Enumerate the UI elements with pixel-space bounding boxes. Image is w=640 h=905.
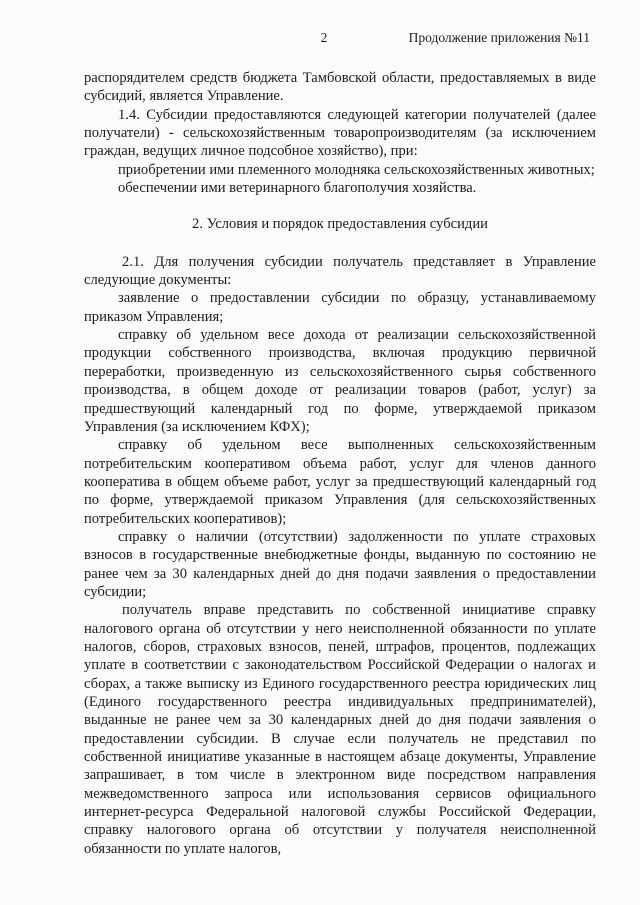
appendix-continuation-label: Продолжение приложения №11	[408, 30, 590, 45]
paragraph-breeding-stock: приобретении ими племенного молодняка сельскохозяйственных животных;	[118, 161, 595, 178]
section-heading-2: 2. Условия и порядок предоставления субсидии	[192, 216, 488, 233]
paragraph-2-1: 2.1. Для получения субсидии получатель представляет в Управление следующие документы:	[84, 253, 596, 289]
page-number: 2	[320, 30, 328, 45]
paragraph-1: распорядителем средств бюджета Тамбовской области, предоставляемых в виде субсидий, является Управление.	[84, 70, 596, 105]
paragraph-insurance-certificate: справку о наличии (отсутствии) задолженности по уплате страховых взносов в государственные внебюджетные фонды, выданную по состоянию не ранее чем за 30 календарных дней до дня подачи заявления о предоставлении субсидии;	[84, 528, 596, 600]
paragraph-tax-certificate: получатель вправе представить по собственной инициативе справку налогового органа об отсутствии у него неисполненной обязанности по уплате налогов, сборов, страховых взносов, пеней, штрафов, процентов, подлежащих уплате в соответствии с законодательством Российской Федерации о налогах и сборах, а также выписку из Единого государственного реестра юридических лиц (Единого государственного реестра индивидуальных предпринимателей), выданные не ранее чем за 30 календарных дней до дня подачи заявления о предоставлении субсидии. В случае если получатель не представил по собственной инициативе указанные в настоящем абзаце документы, Управление запрашивает, в том числе в электронном виде посредством направления межведомственного запроса или использования сервисов официального интернет-ресурса Федеральной налоговой службы Российской Федерации, справку налогового органа об отсутствии у получателя неисполненной обязанности по уплате налогов,	[84, 602, 596, 857]
paragraph-veterinary: обеспечении ими ветеринарного благополучия хозяйства.	[118, 180, 477, 197]
document-body	[84, 69, 596, 858]
paragraph-cooperative-certificate: справку об удельном весе выполненных сельскохозяйственным потребительским кооперативом объема работ, услуг для членов данного кооператива в общем объеме работ, услуг за предшествующий календарный год по форме, утверждаемой приказом Управления (для сельскохозяйственных потребительских кооперативов);	[84, 437, 596, 527]
paragraph-income-certificate: справку об удельном весе дохода от реализации сельскохозяйственной продукции собственного производства, включая продукцию первичной переработки, произведенную из сельскохозяйственного сырья собственного производства, в общем доходе от реализации товаров (работ, услуг) за предшествующий календарный год по форме, утверждаемой приказом Управления (за исключением КФХ);	[84, 327, 596, 435]
paragraph-application: заявление о предоставлении субсидии по образцу, устанавливаемому приказом Управления;	[84, 290, 596, 325]
paragraph-1-4: 1.4. Субсидии предоставляются следующей категории получателей (далее получатели) - сельскохозяйственным товаропроизводителям (за исключением граждан, ведущих личное подсобное хозяйство), при:	[84, 106, 596, 160]
